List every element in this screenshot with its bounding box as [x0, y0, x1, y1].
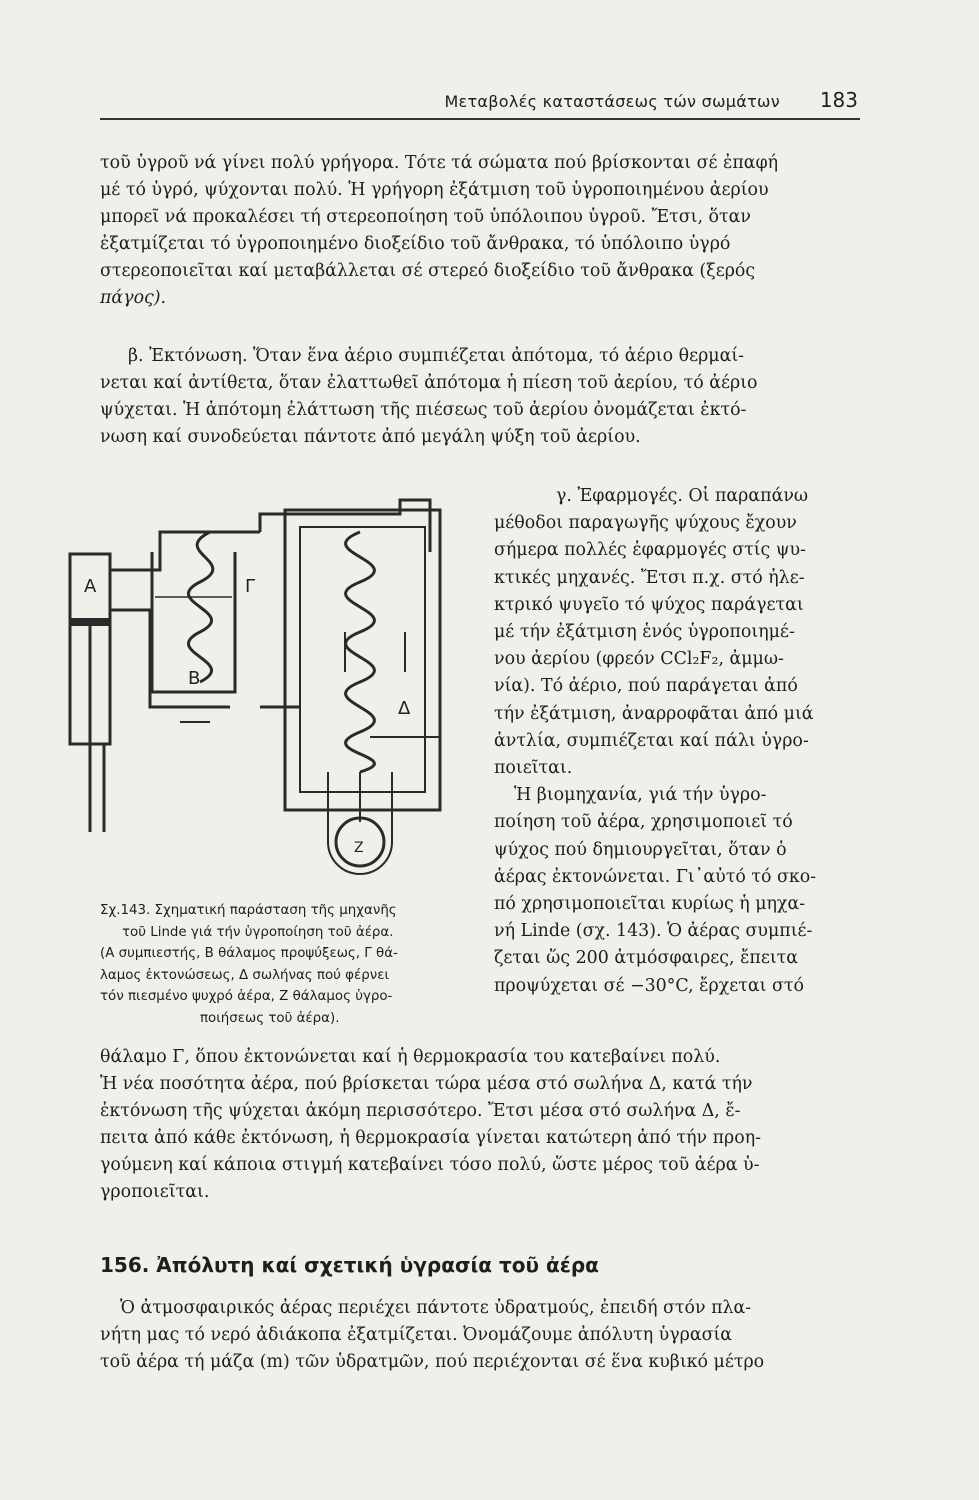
text-line: νου ἀερίου (φρεόν CCl₂F₂, ἀμμω-	[494, 649, 784, 670]
text-line: πειτα ἀπό κάθε ἐκτόνωση, ἡ θερμοκρασία γίνεται κατώτερη ἀπό τήν προη-	[100, 1128, 762, 1148]
text-line: νωση καί συνοδεύεται πάντοτε ἀπό μεγάλη ψύξη τοῦ ἀερίου.	[100, 427, 641, 447]
text-line: κτικές μηχανές. Ἔτσι π.χ. στό ἠλε-	[494, 567, 805, 588]
text-line: κτρικό ψυγεῖο τό ψύχος παράγεται	[494, 594, 804, 615]
text-line: προψύχεται σέ −30°C, ἔρχεται στό	[494, 975, 804, 996]
text-line: ποιεῖται.	[494, 758, 573, 779]
text-line: β. Ἐκτόνωση. Ὅταν ἕνα ἀέριο συμπιέζεται ἀπότομα, τό ἀέριο θερμαί-	[128, 346, 745, 366]
text-line: ζεται ὥς 200 ἀτμόσφαιρες, ἔπειτα	[494, 948, 799, 969]
text-line: ποίηση τοῦ ἀέρα, χρησιμοποιεῖ τό	[494, 812, 793, 833]
text-line: μπορεῖ νά προκαλέσει τή στερεοποίηση τοῦ ὑπόλοιπου ὑγροῦ. Ἔτσι, ὅταν	[100, 207, 751, 227]
text-line: τοῦ ὑγροῦ νά γίνει πολύ γρήγορα. Τότε τά σώματα πού βρίσκονται σέ ἐπαφή	[100, 153, 779, 173]
text-line: Ἡ βιομηχανία, γιά τήν ὑγρο-	[514, 785, 767, 806]
text-line: νήτη μας τό νερό ἀδιάκοπα ἐξατμίζεται. Ὀνομάζουμε ἀπόλυτη ὑγρασία	[100, 1325, 733, 1345]
text-line: ψύχος πού δημιουργεῖται, ὅταν ὁ	[494, 839, 787, 860]
text-line: νία). Τό ἀέριο, πού παράγεται ἀπό	[494, 676, 798, 697]
text-line: ἀέρας ἐκτονώνεται. Γι᾽αὐτό τό σκο-	[494, 866, 817, 887]
text-line: γούμενη καί κάποια στιγμή κατεβαίνει τόσο πολύ, ὥστε μέρος τοῦ ἀέρα ὑ-	[100, 1155, 760, 1175]
text-line: θάλαμο Γ, ὅπου ἐκτονώνεται καί ἡ θερμοκρασία του κατεβαίνει πολύ.	[100, 1047, 721, 1067]
section-156-heading: 156. Ἀπόλυτη καί σχετική ὑγρασία τοῦ ἀέρα	[100, 1253, 599, 1277]
label-D: Δ	[398, 698, 411, 719]
text-line: μέθοδοι παραγωγῆς ψύχους ἔχουν	[494, 513, 797, 534]
caption-line: ποιήσεως τοῦ ἀέρα).	[200, 1010, 340, 1026]
linde-machine-diagram	[60, 492, 480, 892]
section-156-paragraph	[100, 1295, 860, 1376]
text-line: ψύχεται. Ἡ ἀπότομη ἐλάττωση τῆς πιέσεως τοῦ ἀερίου ὀνομάζεται ἐκτό-	[100, 400, 747, 420]
label-B: Β	[188, 668, 201, 689]
text-line: μέ τήν ἐξάτμιση ἑνός ὑγροποιημέ-	[494, 622, 795, 643]
text-line: ἀντλία, συμπιέζεται καί πάλι ὑγρο-	[494, 730, 809, 751]
figure-caption	[100, 900, 480, 1029]
caption-line: Σχ.143. Σχηματική παράσταση τῆς μηχανῆς	[100, 903, 397, 918]
caption-line: λαμος ἐκτονώσεως, Δ σωλήνας πού φέρνει	[100, 967, 389, 983]
running-title: Μεταβολές καταστάσεως τών σωμάτων	[444, 92, 780, 111]
caption-line: (Α συμπιεστής, Β θάλαμος προψύξεως, Γ θά-	[100, 946, 398, 961]
text-line: Ἡ νέα ποσότητα ἀέρα, πού βρίσκεται τώρα μέσα στό σωλήνα Δ, κατά τήν	[100, 1074, 753, 1094]
label-A: Α	[84, 576, 97, 597]
text-line: ἐκτόνωση τῆς ψύχεται ἀκόμη περισσότερο. Ἔτσι μέσα στό σωλήνα Δ, ἔ-	[100, 1101, 741, 1121]
caption-line: τοῦ Linde γιά τήν ὑγροποίηση τοῦ ἀέρα.	[122, 924, 394, 940]
intro-paragraph	[100, 150, 860, 312]
section-c-column	[494, 483, 860, 1000]
text-line: τήν ἐξάτμιση, ἀναρροφᾶται ἀπό μιά	[494, 703, 814, 724]
continuation-paragraph	[100, 1044, 860, 1206]
text-line: στερεοποιεῖται καί μεταβάλλεται σέ στερεό διοξείδιο τοῦ ἄνθρακα (ξερός	[100, 261, 756, 281]
label-Z: Ζ	[354, 840, 364, 856]
outlet-pipe	[110, 532, 260, 570]
text-line: σήμερα πολλές ἐφαρμογές στίς ψυ-	[494, 540, 806, 561]
page-number: 183	[819, 88, 858, 112]
text-line: νή Linde (σχ. 143). Ὁ ἀέρας συμπιέ-	[494, 921, 813, 942]
section-b-paragraph	[100, 343, 860, 451]
text-line: μέ τό ὑγρό, ψύχονται πολύ. Ἡ γρήγορη ἐξάτμιση τοῦ ὑγροποιημένου ἀερίου	[100, 180, 769, 200]
text-line: ἐξατμίζεται τό ὑγροποιημένο διοξείδιο τοῦ ἄνθρακα, τό ὑπόλοιπο ὑγρό	[100, 234, 731, 254]
caption-line: τόν πιεσμένο ψυχρό ἀέρα, Ζ θάλαμος ὑγρο-	[100, 989, 393, 1004]
text-line: γ. Ἐφαρμογές. Οἱ παραπάνω	[556, 486, 809, 506]
prechill-coil	[188, 532, 212, 682]
text-line: τοῦ ἀέρα τή μάζα (m) τῶν ὑδρατμῶν, πού περιέχονται σέ ἕνα κυβικό μέτρο	[100, 1352, 765, 1372]
page-header	[100, 88, 860, 120]
text-line: πάγος).	[100, 288, 167, 308]
text-line: γροποιεῖται.	[100, 1182, 210, 1202]
text-line: νεται καί ἀντίθετα, ὅταν ἐλαττωθεῖ ἀπότομα ἡ πίεση τοῦ ἀερίου, τό ἀέριο	[100, 373, 758, 393]
text-line: πό χρησιμοποιεῖται κυρίως ἡ μηχα-	[494, 894, 806, 915]
label-G: Γ	[245, 576, 256, 597]
text-line: Ὁ ἀτμοσφαιρικός ἀέρας περιέχει πάντοτε ὑδρατμούς, ἐπειδή στόν πλα-	[120, 1298, 752, 1318]
